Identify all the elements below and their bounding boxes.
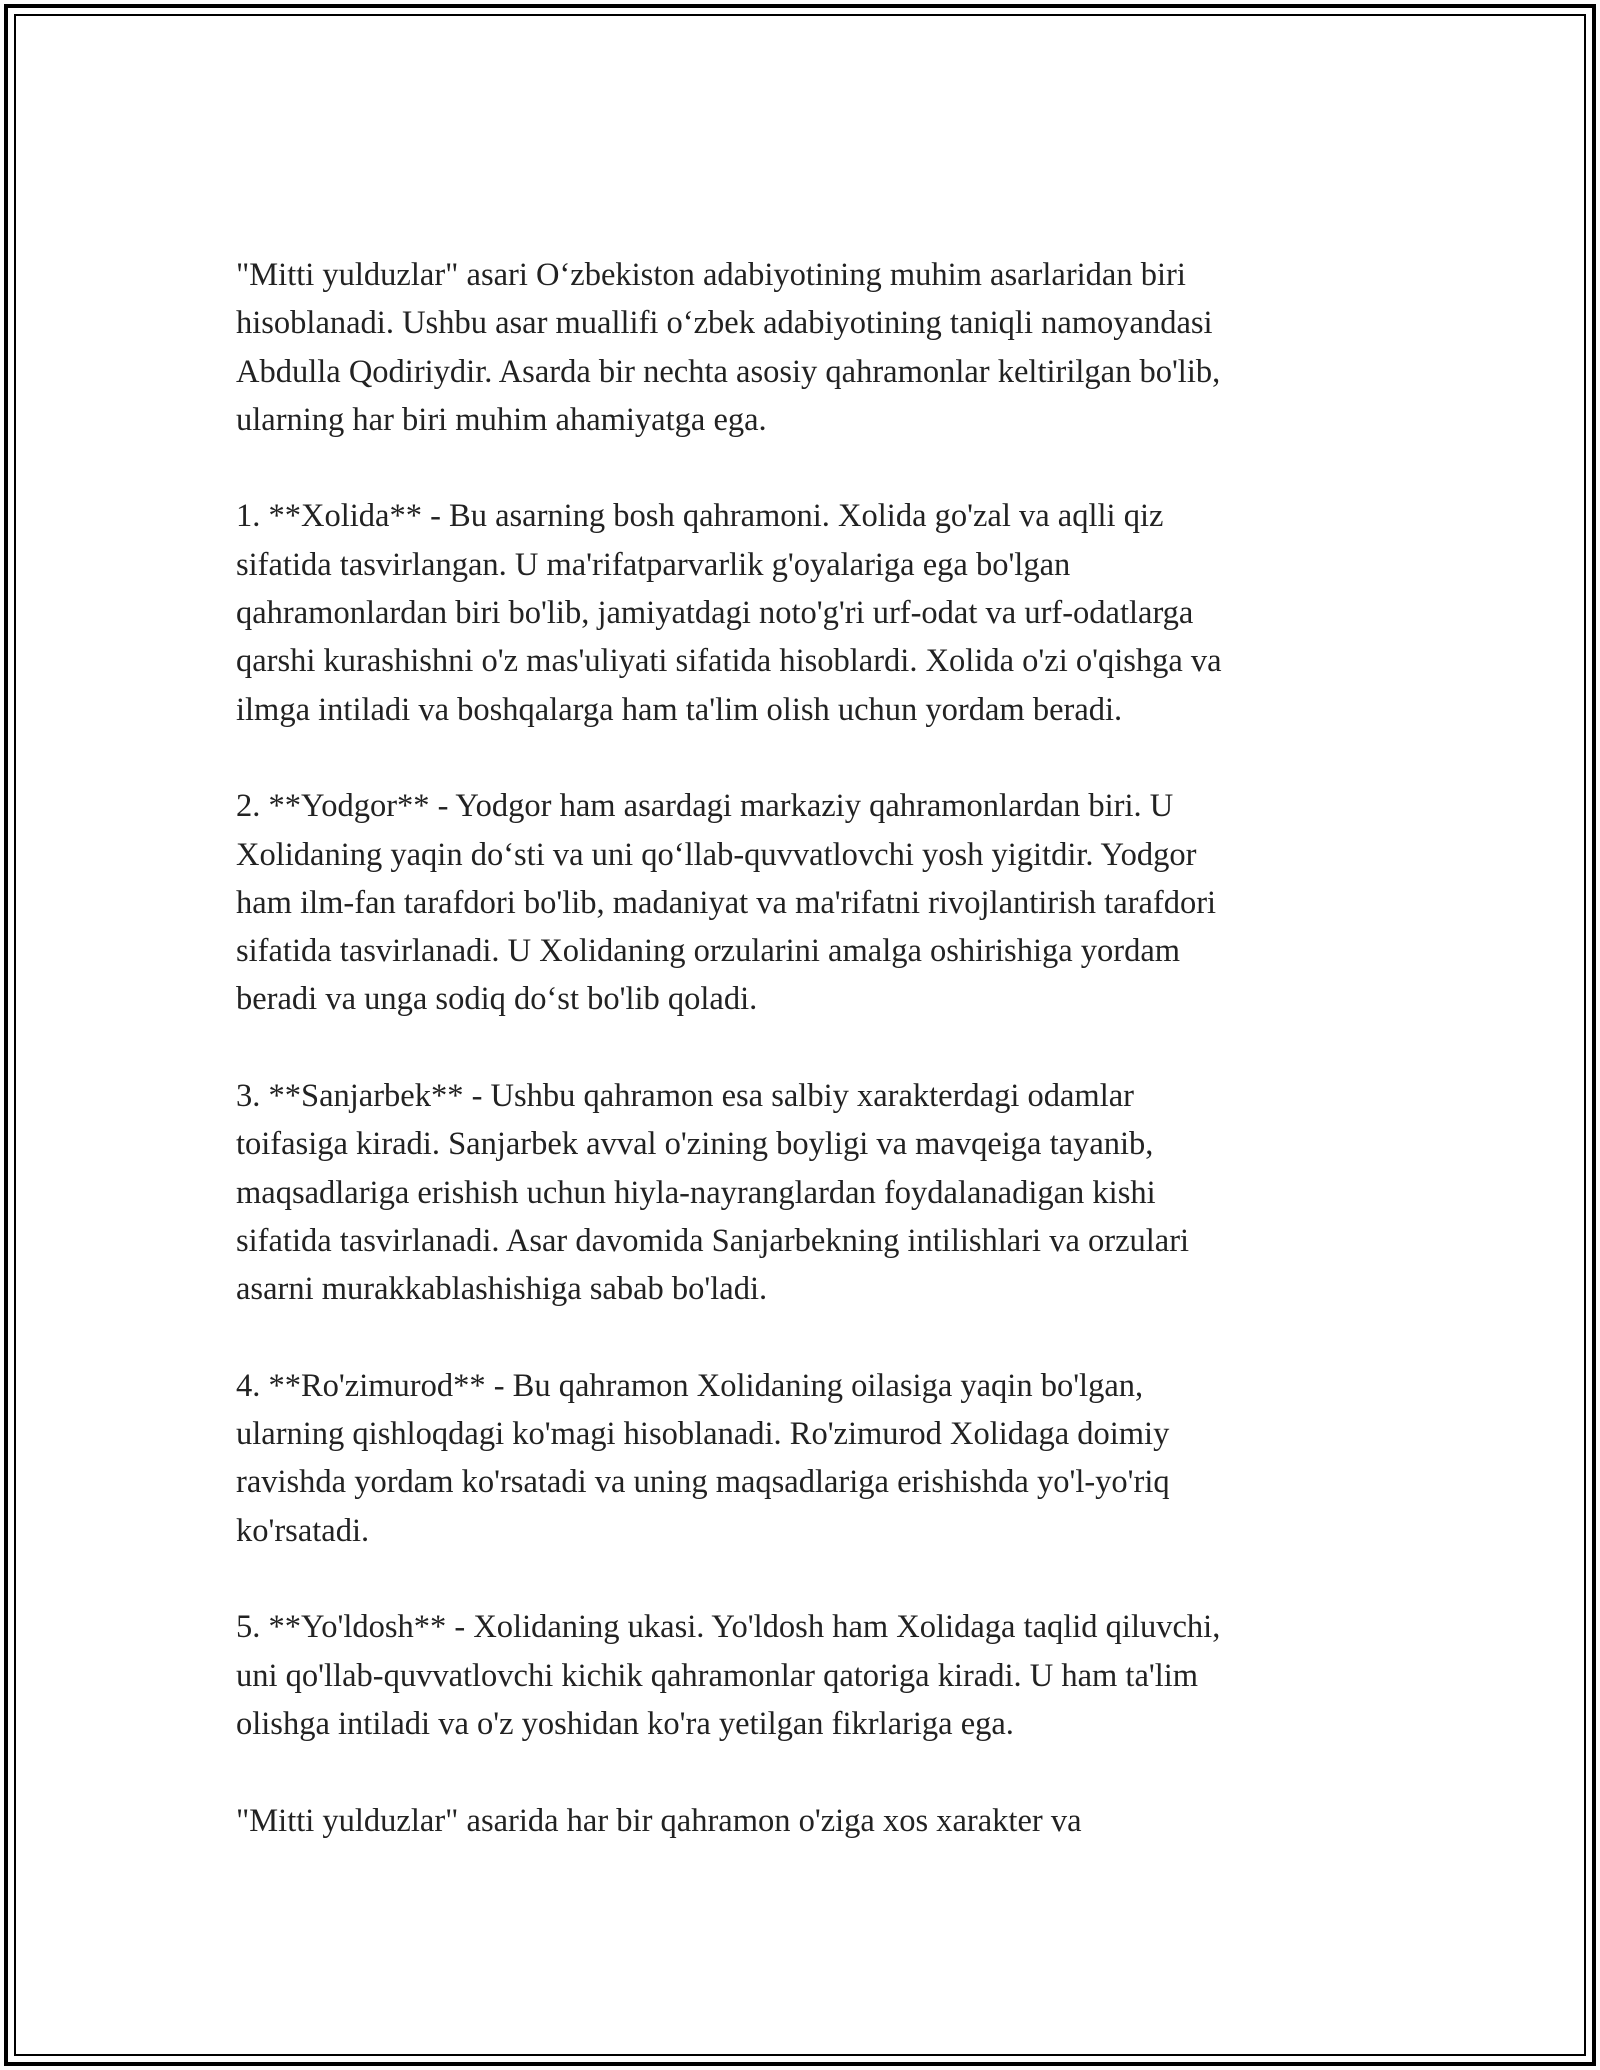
character-yoldosh-paragraph: 5. **Yo'ldosh** - Xolidaning ukasi. Yo'ldosh ham Xolidaga taqlid qiluvchi, uni qo'llab-quvvatlovchi kichik qahramonlar qatoriga kiradi. U ham ta'lim olishga intiladi va o'z yoshidan ko'ra yetilgan fikrlariga ega.: [236, 1609, 1221, 1742]
intro-paragraph: "Mitti yulduzlar" asari O‘zbekiston adabiyotining muhim asarlaridan biri hisoblanadi. Ushbu asar muallifi o‘zbek adabiyotining taniqli namoyandasi Abdulla Qodiriydir. Asarda bir nechta asosiy qahramonlar keltirilgan bo'lib, ularning har biri muhim ahamiyatga ega.: [236, 257, 1221, 438]
character-yodgor-paragraph: 2. **Yodgor** - Yodgor ham asardagi markaziy qahramonlardan biri. U Xolidaning yaqin do‘sti va uni qo‘llab-quvvatlovchi yosh yigitdir. Yodgor ham ilm-fan tarafdori bo'lib, madaniyat va ma'rifatni rivojlantirish tarafdori sifatida tasvirlanadi. U Xolidaning orzularini amalga oshirishiga yordam beradi va unga sodiq do‘st bo'lib qoladi.: [236, 788, 1217, 1018]
character-rozimurod-paragraph: 4. **Ro'zimurod** - Bu qahramon Xolidaning oilasiga yaqin bo'lgan, ularning qishloqdagi ko'magi hisoblanadi. Ro'zimurod Xolidaga doimiy ravishda yordam ko'rsatadi va uning maqsadlariga erishishda yo'l-yo'riq ko'rsatadi.: [236, 1367, 1170, 1549]
character-xolida-paragraph: 1. **Xolida** - Bu asarning bosh qahramoni. Xolida go'zal va aqlli qiz sifatida tasvirlangan. U ma'rifatparvarlik g'oyalariga ega bo'lgan qahramonlardan biri bo'lib, jamiyatdagi noto'g'ri urf-odat va urf-odatlarga qarshi kurashishni o'z mas'uliyati sifatida hisoblardi. Xolida o'zi o'qishga va ilmga intiladi va boshqalarga ham ta'lim olish uchun yordam beradi.: [236, 498, 1222, 728]
conclusion-paragraph: "Mitti yulduzlar" asarida har bir qahramon o'ziga xos xarakter va: [236, 1802, 1082, 1839]
document-body: [236, 251, 1386, 1845]
character-sanjarbek-paragraph: 3. **Sanjarbek** - Ushbu qahramon esa salbiy xarakterdagi odamlar toifasiga kiradi. Sanjarbek avval o'zining boyligi va mavqeiga tayanib, maqsadlariga erishish uchun hiyla-nayranglardan foydalanadigan kishi sifatida tasvirlanadi. Asar davomida Sanjarbekning intilishlari va orzulari asarni murakkablashishiga sabab bo'ladi.: [236, 1078, 1190, 1308]
